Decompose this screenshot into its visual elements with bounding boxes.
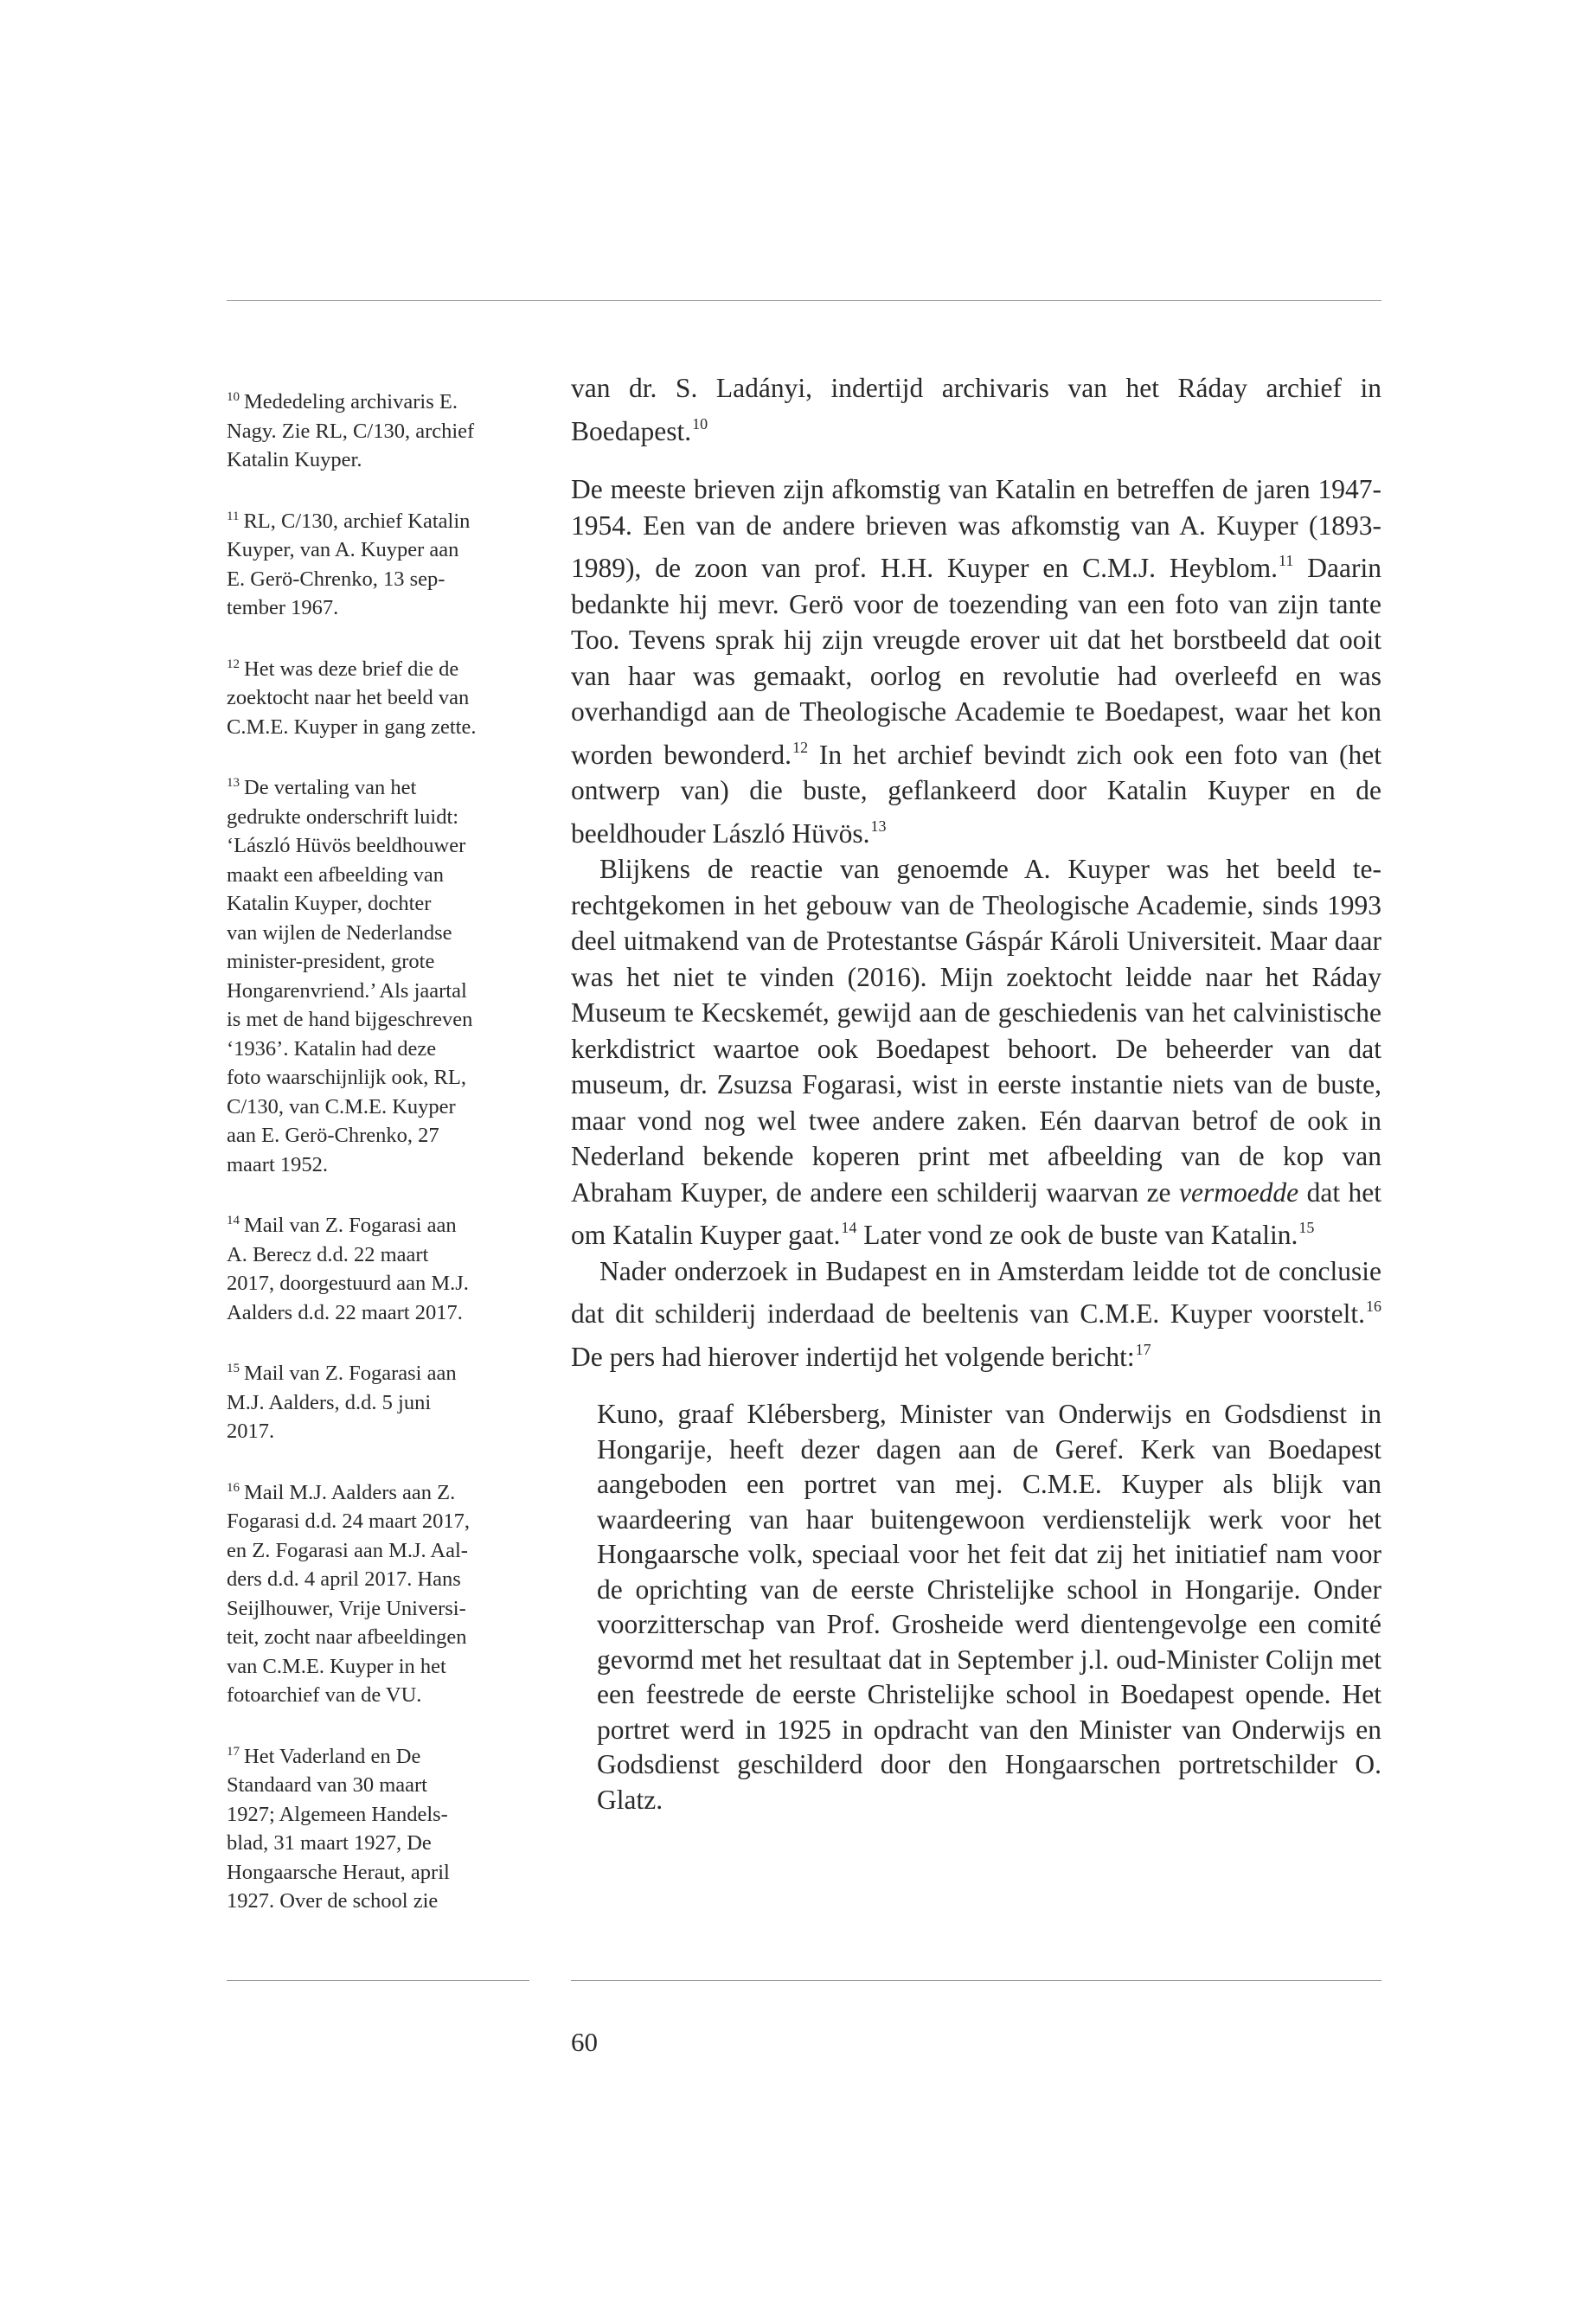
paragraph-text: De meeste brieven zijn afkomstig van Katalin en betreffen de jaren 1947-1954. Een van de andere brieven was afkomstig van A. Kuyper (1893-1989), de zoon van prof. H.H. Kuyper en C.M.J. Heyblom. (571, 474, 1381, 583)
footnote-line: M.J. Aalders, d.d. 5 juni (227, 1390, 432, 1414)
footnote-line: aan E. Gerö-Chrenko, 27 (227, 1124, 439, 1147)
footnote-column (227, 383, 534, 1944)
bottom-rule-right (571, 1980, 1381, 1981)
footnote-12 (227, 651, 534, 742)
footnote-number: 13 (227, 776, 240, 790)
footnote-16 (227, 1474, 534, 1710)
paragraph-4 (571, 1253, 1381, 1375)
footnote-line: Katalin Kuyper, dochter (227, 892, 432, 915)
footnote-line: is met de hand bijgeschreven (227, 1008, 473, 1031)
footnote-line: fotoarchief van de VU. (227, 1683, 422, 1707)
footnote-ref: 10 (692, 414, 708, 433)
footnote-line: maakt een afbeelding van (227, 862, 445, 887)
footnote-13 (227, 769, 534, 1179)
footnote-17 (227, 1738, 534, 1916)
footnote-line: 2017. (227, 1420, 275, 1443)
footnote-line: Seijlhouwer, Vrije Universi- (227, 1596, 466, 1620)
footnote-line: 1927. Over de school zie (227, 1889, 439, 1913)
quote-text: Kuno, graaf Klébersberg, Minister van Onderwijs en Godsdienst in Hongarije, heeft dezer dagen aan de Geref. Kerk van Boedapest aangeboden een portret van mej. C.M.E. Kuyper als blijk van waardeering van haar buitengewoon verdienstelijk werk voor het Hongaarsche volk, speciaal voor het feit dat zij het initiatief nam voor de oprichting van de eerste Christelijke school in Hongarije. Onder voorzitterschap van Prof. Grosheide werd dientengevolge een comité gevormd met het resultaat dat in September j.l. oud-Minister Colijn met een feestrede de eerste Christelijke school in Boedapest opende. Het portret werd in 1925 in opdracht van den Minister van Onderwijs en Godsdienst geschilderd door den Hongaarschen portretschilder O. Glatz. (597, 1399, 1381, 1815)
footnote-line: van wijlen de Nederlandse (227, 920, 452, 945)
paragraph-1 (571, 370, 1381, 449)
footnote-number: 16 (227, 1480, 240, 1495)
footnote-line: E. Gerö-Chrenko, 13 sep- (227, 567, 445, 591)
footnote-line: Nagy. Zie RL, C/130, archief (227, 419, 475, 443)
footnote-line: tember 1967. (227, 596, 339, 619)
footnote-number: 12 (227, 657, 240, 671)
paragraph-text: Nader onderzoek in Budapest en in Amsterdam leidde tot de conclusie dat dit schilderij inderdaad de beeltenis van C.M.E. Kuyper voorstelt. (571, 1255, 1381, 1329)
footnote-number: 11 (227, 509, 240, 523)
footnote-line: Mail van Z. Fogarasi aan (244, 1362, 457, 1385)
page-number: 60 (571, 2027, 598, 2057)
footnote-line: Het Vaderland en De (244, 1744, 421, 1768)
emphasis-text: vermoedde (1178, 1176, 1299, 1208)
footnote-number: 17 (227, 1744, 240, 1759)
footnote-ref: 11 (1279, 552, 1294, 569)
paragraph-text: Blijkens de reactie van genoemde A. Kuyper was het beeld terechtgekomen in het gebouw van de Theologische Academie, sinds 1993 deel uitmakend van de Protestantse Gáspár Károli Universiteit. Maar daar was het niet te vinden (2016). Mijn zoektocht leidde naar het Ráday Museum te Kecskemét, gewijd aan de geschiedenis van het calvinistische kerkdistrict waartoe ook Boedapest behoort. De beheerder van dat museum, dr. Zsuzsa Fogarasi, wist in eerste instantie niets van de buste, maar vond nog wel twee andere zaken. Eén daarvan betrof de ook in Nederland bekende koperen print met afbeelding van de kop van Abraham Kuyper, de andere een schilderij waarvan ze (571, 854, 1381, 1208)
footnote-line: maart 1952. (227, 1152, 329, 1176)
footnote-line: De vertaling van het (244, 776, 417, 799)
paragraph-text: Daarin bedankte hij mevr. Gerö voor de toezending van een foto van zijn tante Too. Tevens sprak hij zijn vreugde erover uit dat het borstbeeld dat ooit van haar was gemaakt, oorlog en revolutie had overleefd en was overhandigd aan de Theologische Academie te Boedapest, waar het kon worden bewonderd. (571, 553, 1381, 770)
footnote-line: Kuyper, van A. Kuyper aan (227, 538, 459, 561)
footnote-line: C/130, van C.M.E. Kuyper (227, 1094, 456, 1118)
main-text-column (571, 370, 1381, 1817)
top-rule (227, 300, 1381, 301)
block-quote (597, 1397, 1381, 1817)
footnote-line: ders d.d. 4 april 2017. Hans (227, 1567, 461, 1591)
footnote-line: RL, C/130, archief Katalin (243, 509, 471, 533)
footnote-line: en Z. Fogarasi aan M.J. Aal- (227, 1538, 468, 1562)
footnote-number: 10 (227, 390, 240, 404)
footnote-line: C.M.E. Kuyper in gang zette. (227, 715, 477, 739)
footnote-line: A. Berecz d.d. 22 maart (227, 1242, 429, 1266)
footnote-line: blad, 31 maart 1927, De (227, 1831, 432, 1855)
footnote-line: Standaard van 30 maart (227, 1773, 427, 1797)
footnote-ref: 14 (841, 1219, 857, 1236)
paragraph-text: dat het om Katalin Kuyper gaat. (571, 1176, 1382, 1250)
footnote-14 (227, 1207, 534, 1327)
bottom-rule-left (227, 1980, 529, 1981)
footnote-line: 1927; Algemeen Handels- (227, 1802, 448, 1826)
footnote-ref: 15 (1298, 1219, 1315, 1236)
paragraph-text: van dr. S. Ladányi, indertijd archivaris van het Ráday archief in Boedapest. (571, 373, 1381, 446)
footnote-line: Mail van Z. Fogarasi aan (244, 1214, 457, 1237)
footnote-line: gedrukte onderschrift luidt: (227, 804, 459, 829)
paragraph-3 (571, 851, 1381, 1253)
footnote-number: 15 (227, 1362, 240, 1375)
paragraph-text: In het archief bevindt zich ook een foto van (het ontwerp van) die buste, geflankeerd door Katalin Kuyper en de beeldhouder László Hüvös. (571, 739, 1381, 849)
footnote-15 (227, 1355, 534, 1446)
footnote-line: Hongaarsche Heraut, april (227, 1860, 450, 1884)
footnote-ref: 13 (870, 817, 887, 835)
footnote-ref: 17 (1135, 1340, 1151, 1358)
footnote-line: foto waarschijnlijk ook, RL, (227, 1066, 466, 1089)
paragraph-text: De pers had hierover indertijd het volgende bericht: (571, 1341, 1135, 1372)
footnote-line: ‘1936’. Katalin had deze (227, 1036, 437, 1061)
footnote-line: Mededeling archivaris E. (244, 390, 458, 413)
footnote-line: van C.M.E. Kuyper in het (227, 1654, 446, 1678)
footnote-line: Fogarasi d.d. 24 maart 2017, (227, 1509, 471, 1533)
footnote-line: Het was deze brief die de (244, 657, 459, 681)
footnote-10 (227, 383, 534, 475)
footnote-11 (227, 503, 534, 623)
footnote-line: Katalin Kuyper. (227, 448, 362, 471)
paragraph-text: Later vond ze ook de buste van Katalin. (856, 1220, 1298, 1250)
footnote-line: zoektocht naar het beeld van (227, 686, 470, 709)
footnote-number: 14 (227, 1214, 240, 1227)
footnote-line: teit, zocht naar afbeeldingen (227, 1625, 467, 1649)
footnote-line: 2017, doorgestuurd aan M.J. (227, 1272, 469, 1295)
footnote-line: ‘László Hüvös beeldhouwer (227, 834, 466, 857)
footnote-line: Mail M.J. Aalders aan Z. (244, 1480, 456, 1504)
footnote-line: Aalders d.d. 22 maart 2017. (227, 1300, 463, 1324)
footnote-line: minister-president, grote (227, 950, 435, 973)
footnote-ref: 16 (1366, 1298, 1381, 1315)
footnote-line: Hongarenvriend.’ Als jaartal (227, 978, 467, 1003)
footnote-ref: 12 (792, 738, 809, 756)
paragraph-2 (571, 471, 1381, 851)
